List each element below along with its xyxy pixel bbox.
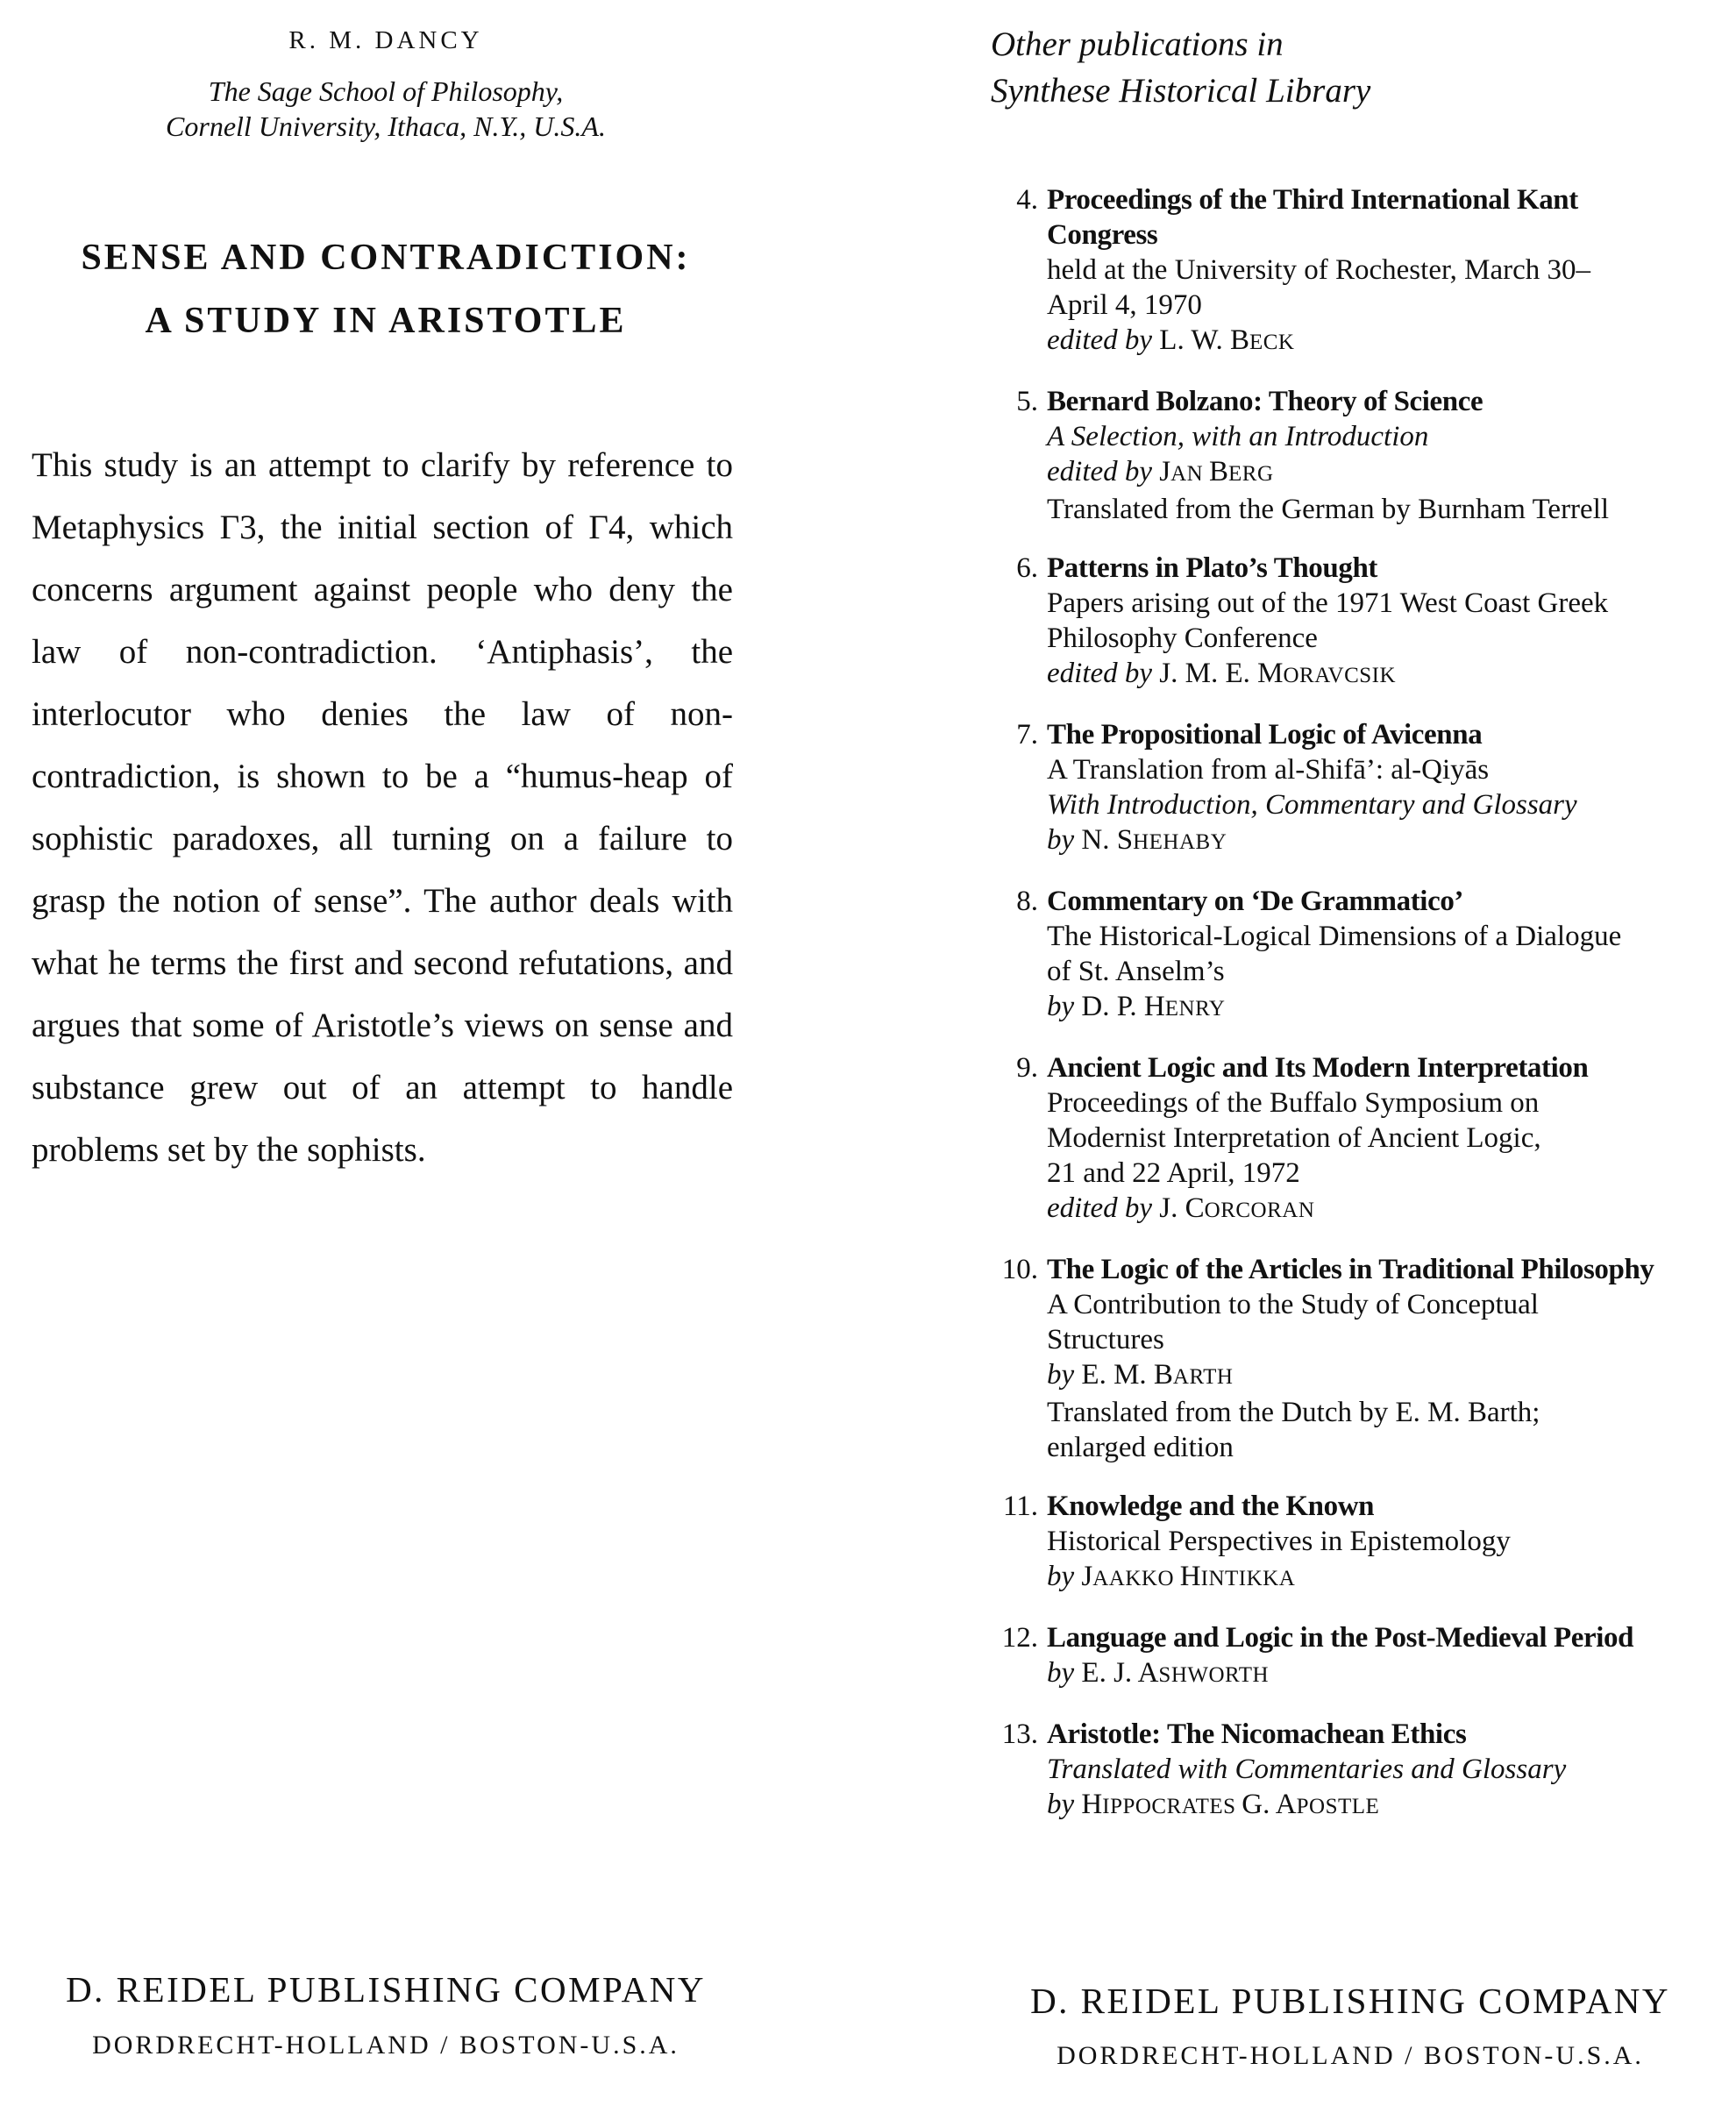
publication-item: [964, 1620, 1736, 1693]
publication-line: Philosophy Conference: [1047, 623, 1318, 654]
publication-title: Congress: [1047, 219, 1158, 251]
publication-item: [964, 717, 1736, 860]
publisher-name: D. REIDEL PUBLISHING COMPANY: [66, 1969, 706, 2010]
credit-lead: by: [1047, 1789, 1075, 1820]
credit-name-smallcaps: ARTH: [1172, 1365, 1234, 1389]
publication-title: Proceedings of the Third International Kant: [1047, 184, 1578, 216]
publisher-location: DORDRECHT-HOLLAND / BOSTON-U.S.A.: [92, 2031, 679, 2060]
publication-credit: [1047, 1655, 1736, 1693]
publication-title: The Logic of the Articles in Traditional Philosophy: [1047, 1254, 1654, 1285]
book-title-line-2: A STUDY IN ARISTOTLE: [145, 301, 627, 341]
publication-title: Bernard Bolzano: Theory of Science: [1047, 386, 1483, 417]
publication-number: 10.: [1001, 1254, 1038, 1285]
publication-number: 12.: [1001, 1622, 1038, 1654]
credit-lead: edited by: [1047, 324, 1153, 356]
series-heading-line-2: Synthese Historical Library: [991, 72, 1371, 110]
publication-number: 8.: [1016, 886, 1038, 917]
credit-name-smallcaps: SHWORTH: [1158, 1663, 1270, 1687]
publication-credit: [1047, 1787, 1736, 1825]
publication-line: enlarged edition: [1047, 1432, 1234, 1463]
publication-title: Aristotle: The Nicomachean Ethics: [1047, 1718, 1467, 1750]
credit-name-smallcaps: POSTLE: [1296, 1795, 1380, 1818]
credit-lead: by: [1047, 1359, 1075, 1391]
publication-number: 13.: [1001, 1718, 1038, 1750]
publisher-name: D. REIDEL PUBLISHING COMPANY: [1030, 1981, 1670, 2021]
credit-lead: by: [1047, 1561, 1075, 1592]
publication-item: [964, 884, 1736, 1027]
left-page: [0, 0, 772, 2106]
publication-credit: [1047, 454, 1736, 492]
credit-name-smallcaps: AAKKO: [1092, 1567, 1180, 1590]
publication-line: Structures: [1047, 1324, 1164, 1355]
publication-subtitle: A Selection, with an Introduction: [1047, 421, 1429, 452]
credit-name-initial: E. M. B: [1081, 1359, 1173, 1391]
credit-name-initial: E. J. A: [1081, 1657, 1159, 1689]
publication-number: 11.: [1002, 1491, 1038, 1522]
publication-title: Knowledge and the Known: [1047, 1491, 1375, 1522]
affiliation-line-2: Cornell University, Ithaca, N.Y., U.S.A.: [166, 110, 606, 142]
publication-line: April 4, 1970: [1047, 289, 1202, 321]
publication-credit: [1047, 822, 1736, 860]
publication-item: [964, 384, 1736, 527]
publication-credit: [1047, 1191, 1736, 1228]
publication-credit: [1047, 989, 1736, 1027]
publication-list: [964, 182, 1736, 1848]
publication-credit: [1047, 323, 1736, 360]
publication-credit: [1047, 1357, 1736, 1395]
publication-number: 9.: [1016, 1052, 1038, 1084]
publication-title: Language and Logic in the Post-Medieval Period: [1047, 1622, 1634, 1654]
publication-line: Modernist Interpretation of Ancient Logic,: [1047, 1122, 1541, 1154]
publication-number: 6.: [1016, 552, 1038, 584]
publication-title: Patterns in Plato’s Thought: [1047, 552, 1377, 584]
publication-line: Translated from the Dutch by E. M. Barth;: [1047, 1397, 1540, 1428]
credit-name-smallcaps: INTIKKA: [1200, 1567, 1296, 1590]
publication-line: Translated from the German by Burnham Terrell: [1047, 494, 1610, 525]
book-title-line-1: SENSE AND CONTRADICTION:: [81, 238, 691, 278]
publication-line: 21 and 22 April, 1972: [1047, 1157, 1300, 1189]
publication-title: Ancient Logic and Its Modern Interpretation: [1047, 1052, 1589, 1084]
publication-item: [964, 1252, 1736, 1465]
publication-number: 7.: [1016, 719, 1038, 751]
publication-line: A Translation from al-Shifā’: al-Qiyās: [1047, 754, 1490, 786]
credit-name-initial: J: [1081, 1561, 1093, 1592]
credit-name-smallcaps: HEHABY: [1133, 830, 1227, 854]
credit-name-initial: H: [1179, 1561, 1201, 1592]
credit-name-initial: D. P. H: [1081, 991, 1165, 1022]
author-name: R. M. DANCY: [288, 26, 483, 54]
publication-title: The Propositional Logic of Avicenna: [1047, 719, 1483, 751]
publication-item: [964, 182, 1736, 360]
publication-number: 5.: [1016, 386, 1038, 417]
publication-title: Commentary on ‘De Grammatico’: [1047, 886, 1464, 917]
book-description: This study is an attempt to clarify by reference to Metaphysics Γ3, the initial section of Γ4, which concerns argument against people who deny the law of non-contradiction. ‘Antiphasis’, the interlocutor who denies the law of non-contradiction, is shown to be a “humus-heap of sophistic paradoxes, all turning on a failure to grasp the notion of sense”. The author deals with what he terms the first and second refutations, and argues that some of Aristotle’s views on sense and substance grew out of an attempt to handle problems set by the sophists.: [32, 446, 733, 1169]
publication-line: Historical Perspectives in Epistemology: [1047, 1526, 1511, 1557]
credit-name-initial: J. M. E. M: [1159, 658, 1284, 689]
publication-line: Proceedings of the Buffalo Symposium on: [1047, 1087, 1540, 1119]
publisher-location: DORDRECHT-HOLLAND / BOSTON-U.S.A.: [1057, 2041, 1644, 2070]
publication-number: 4.: [1016, 184, 1038, 216]
credit-lead: by: [1047, 1657, 1075, 1689]
publication-line: held at the University of Rochester, March 30–: [1047, 254, 1591, 286]
publication-item: [964, 1050, 1736, 1228]
credit-lead: edited by: [1047, 658, 1153, 689]
credit-lead: edited by: [1047, 456, 1153, 487]
credit-name-initial: J. C: [1159, 1192, 1205, 1224]
credit-name-smallcaps: AN: [1170, 462, 1209, 486]
credit-name-smallcaps: ORAVCSIK: [1283, 664, 1397, 687]
publication-item: [964, 551, 1736, 694]
credit-lead: edited by: [1047, 1192, 1153, 1224]
right-page: [964, 0, 1736, 2106]
publication-subtitle: With Introduction, Commentary and Glossary: [1047, 789, 1577, 821]
credit-name-initial: B: [1208, 456, 1228, 487]
publication-item: [964, 1717, 1736, 1825]
series-heading-line-1: Other publications in: [991, 25, 1284, 63]
affiliation-line-1: The Sage School of Philosophy,: [208, 75, 564, 107]
credit-name-initial: H: [1081, 1789, 1103, 1820]
credit-name-initial: J: [1159, 456, 1171, 487]
credit-name-smallcaps: IPPOCRATES: [1102, 1795, 1242, 1818]
publication-line: of St. Anselm’s: [1047, 956, 1225, 987]
publication-item: [964, 1489, 1736, 1597]
publication-line: Papers arising out of the 1971 West Coast Greek: [1047, 587, 1609, 619]
publication-line: The Historical-Logical Dimensions of a Dialogue: [1047, 921, 1622, 952]
credit-name-initial: G. A: [1242, 1789, 1297, 1820]
publication-subtitle: Translated with Commentaries and Glossary: [1047, 1754, 1567, 1785]
publication-credit: [1047, 656, 1736, 694]
credit-name-smallcaps: ERG: [1228, 462, 1274, 486]
credit-lead: by: [1047, 824, 1075, 856]
credit-name-smallcaps: ECK: [1249, 331, 1295, 354]
credit-name-initial: N. S: [1081, 824, 1134, 856]
series-heading: [991, 21, 1370, 114]
credit-name-initial: L. W. B: [1159, 324, 1249, 356]
publication-line: A Contribution to the Study of Conceptual: [1047, 1289, 1539, 1320]
credit-lead: by: [1047, 991, 1075, 1022]
credit-name-smallcaps: ORCORAN: [1204, 1199, 1315, 1222]
publication-credit: [1047, 1559, 1736, 1597]
credit-name-smallcaps: ENRY: [1164, 997, 1226, 1021]
